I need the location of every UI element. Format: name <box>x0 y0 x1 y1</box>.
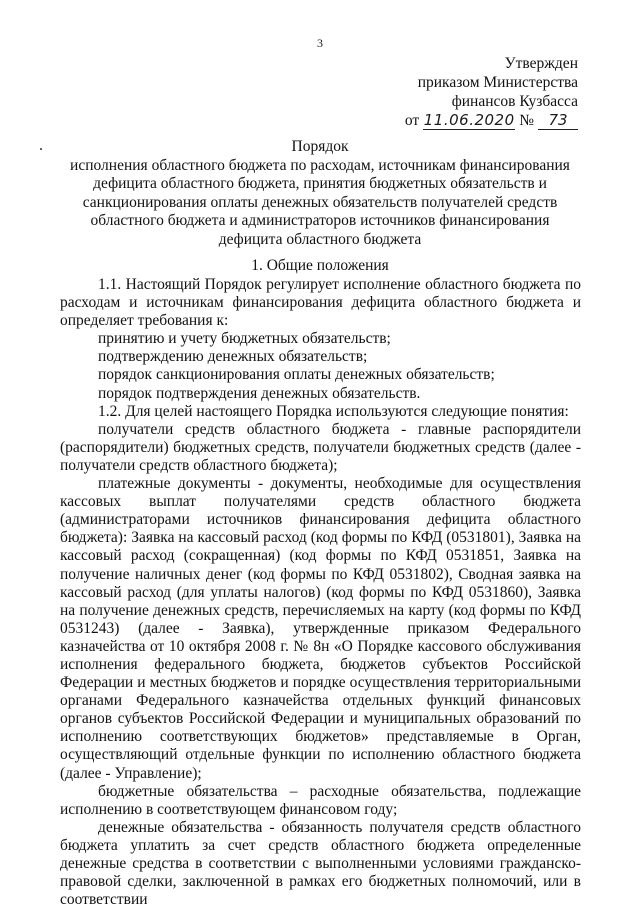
paragraph: 1.1. Настоящий Порядок регулирует исполнение областного бюджета по расходам и источникам финансирования дефицита областного бюджета и определяет требования к: <box>60 276 581 330</box>
number-label: № <box>519 112 534 129</box>
paragraph: подтверждению денежных обязательств; <box>98 348 368 366</box>
paragraph: порядок подтверждения денежных обязательств. <box>98 384 421 402</box>
page-number: 3 <box>317 36 323 50</box>
section-heading: 1. Общие положения <box>251 257 389 274</box>
title-text: исполнения областного бюджета по расходам, источникам финансирования дефицита областного бюджета, принятия бюджетных обязательств и санкционирования оплаты денежных обязательств получателей средств областного бюджета и администраторов источников финансирования дефицита областного бюджета <box>70 156 570 248</box>
approval-order-line <box>405 111 578 130</box>
handwritten-number: 73 <box>538 112 578 130</box>
paragraph: бюджетные обязательства – расходные обязательства, подлежащие исполнению в соответствующем финансовом году; <box>60 782 581 818</box>
body-text <box>60 276 581 909</box>
handwritten-date: 11.06.2020 <box>423 111 515 129</box>
paragraph: получатели средств областного бюджета - главные распорядители (распорядители) бюджетных средств, получатели бюджетных средств (далее - получатели средств областного бюджета); <box>60 420 581 474</box>
paragraph: принятию и учету бюджетных обязательств; <box>98 330 391 348</box>
paragraph: порядок санкционирования оплаты денежных обязательств; <box>98 366 495 384</box>
scan-speck <box>40 148 42 150</box>
paragraph: платежные документы - документы, необходимые для осуществления кассовых выплат получателями средств областного бюджета (администраторами источников финансирования дефицита областного бюджета): Заявка на кассовый расход (код формы по КФД (0531801), Заявка на кассовый расход (сокращенная) (код формы по КФД 0531851, Заявка на получение наличных денег (код формы по КФД 0531802), Сводная заявка на кассовый расход (для уплаты налогов) (код формы по КФД 0531860), Заявка на получение денежных средств, перечисляемых на карту (код формы по КФД 0531243) (далее - Заявка), утвержденные приказом Федерального казначейства от 10 октября 2008 г. № 8н «О Порядке кассового обслуживания исполнения федерального бюджета, бюджетов субъектов Российской Федерации и местных бюджетов и порядке осуществления территориальными органами Федерального казначейства отдельных функций финансовых органов субъектов Российской Федерации и муниципальных образований по исполнению соответствующих бюджетов» представляемые в Орган, осуществляющий отдельные функции по исполнению областного бюджета (далее - Управление); <box>60 475 581 782</box>
document-title <box>60 138 580 250</box>
approval-stamp <box>405 54 578 130</box>
from-label: от <box>404 112 420 129</box>
approval-line-1: Утвержден <box>504 55 578 72</box>
paragraph: 1.2. Для целей настоящего Порядка используются следующие понятия: <box>98 402 569 420</box>
approval-line-2: приказом Министерства <box>417 74 578 91</box>
title-word: Порядок <box>291 138 349 155</box>
paragraph: денежные обязательства - обязанность получателя средств областного бюджета уплатить за счет средств областного бюджета определенные денежные средства в соответствии с выполненными условиями гражданско-правовой сделки, заключенной в рамках его бюджетных полномочий, или в соответствии <box>60 818 581 909</box>
approval-line-3: финансов Кузбасса <box>451 93 578 110</box>
